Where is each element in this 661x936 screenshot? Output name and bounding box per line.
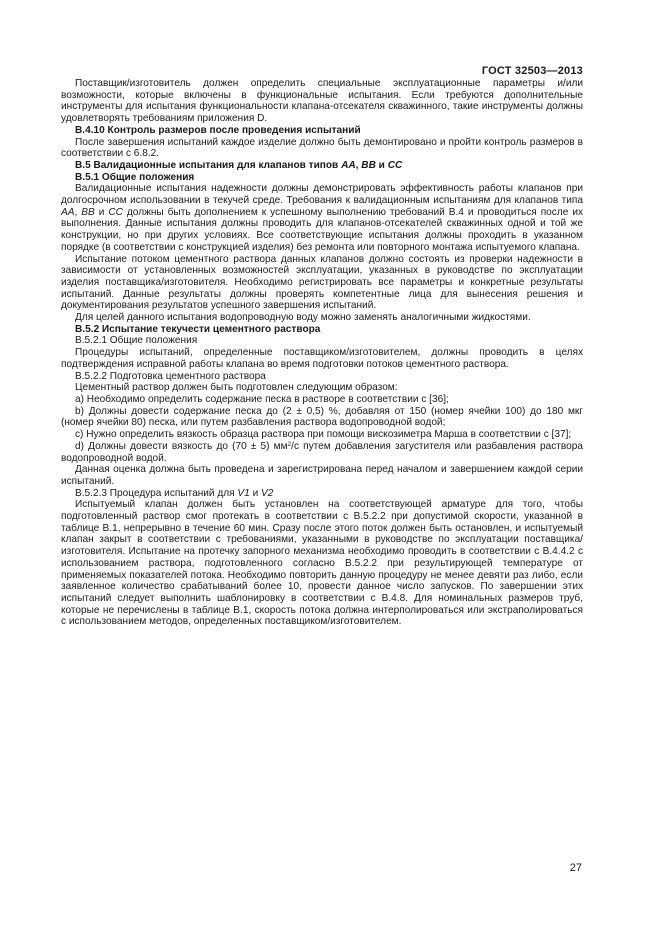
text-run: должны быть дополнением к успешному выполнению требований В.4 и проводиться после их выполнения. Данные испытания должны проводить для клапанов-отсекателей скважинных одной и той же конструкции, но при других условиях. Все соответствующие испытания должны проходить в указанном порядке (в соответствии с конструкцией изделия) без ремонта или повторного монтажа испытуемого клапана.	[61, 206, 584, 253]
paragraph: После завершения испытаний каждое изделие должно быть демонтировано и пройти контроль размеров в соответствии с 6.8.2.	[61, 136, 583, 160]
paragraph: Данная оценка должна быть проведена и зарегистрирована перед началом и завершением каждой серии испытаний.	[61, 464, 583, 487]
paragraph: Испытание потоком цементного раствора данных клапанов должно состоять из проверки надежности в зависимости от установленных возможностей эксплуатации, указанных в руководстве по эксплуатации изделия поставщика/изготовителя. Необходимо регистрировать все параметры и конкретные результаты испытаний. Данные результаты должны проверять компетентные лица для вынесения решения и документирования результатов успешного завершения испытаний.	[61, 253, 583, 312]
text-run: d) Должны довести вязкость до (70 ± 5) мм	[75, 440, 288, 452]
paragraph: Испытуемый клапан должен быть установлен на соответствующей арматуре для того, чтобы подготовленный раствор смог протекать в соответствии с В.5.2.2 при допустимой скорости, указанной в таблице В.1, непрерывно в течение 60 мин. Сразу после этого поток должен быть остановлен, и испытуемый клапан закрыт в соответствии с требованиями, указанными в руководстве по эксплуатации поставщика/изготовителя. Испытание на протечку запорного механизма необходимо проводить в соответствии с В.4.4.2 с использованием раствора, подготовленного согласно В.5.2.2 при результирующей температуре от применяемых показателей потока. Необходимо повторить данную процедуру не менее девяти раз либо, если заявленное количество срабатываний более 10, провести данное число запусков. По завершении этих испытаний следует выполнить шаблонировку в соответствии с В.4.8. Для номинальных размеров труб, которые не перечислены в таблице В.1, скорость потока должна интерполироваться или экстраполироваться с использованием методов, определенных поставщиком/изготовителем.	[61, 499, 583, 628]
text-run: Валидационные испытания надежности должны демонстрировать эффективность работы клапанов при долгосрочном использовании в текучей среде. Требования к валидационным испытаниям для клапанов типа	[61, 183, 583, 207]
conjunction: и	[375, 159, 388, 171]
v2-grade: V2	[261, 487, 274, 499]
text-run: /с путем добавления загустителя или разбавления раствора водопроводной водой.	[61, 440, 584, 464]
section-heading-b5-1: В.5.1 Общие положения	[75, 171, 195, 183]
type-cc: СС	[387, 159, 403, 171]
section-heading-b4-10: В.4.10 Контроль размеров после проведения испытаний	[75, 124, 361, 136]
paragraph: Процедуры испытаний, определенные поставщиком/изготовителем, должны проводить в целях подтверждения исправной работы клапана во время подготовки потоков цементного раствора.	[61, 347, 583, 370]
list-item-d	[61, 441, 583, 464]
paragraph: Для целей данного испытания водопроводную воду можно заменять аналогичными жидкостями.	[75, 312, 531, 324]
subsection-heading-b5-2-2: В.5.2.2 Подготовка цементного раствора	[75, 370, 266, 382]
separator: ,	[355, 159, 362, 171]
heading-text: В.5 Валидационные испытания для клапанов типов	[75, 159, 342, 171]
list-item-b: b) Должны довести содержание песка до (2 ± 0,5) %, добавляя от 150 (номер ячейки 100) до 180 мкг (номер ячейки 80) песка, или путем разбавления раствора водопроводной водой;	[61, 405, 583, 429]
type-bb: ВВ	[361, 159, 376, 171]
type-aa: АА	[61, 206, 75, 218]
paragraph: Поставщик/изготовитель должен определить специальные эксплуатационные параметры и/или возможности, которые включены в функциональные испытания. Если требуются дополнительные инструменты для испытания функциональности клапана-отсекателя скважинного, такие инструменты должны удовлетворять требованиям приложения D.	[61, 78, 583, 125]
subsection-heading-b5-2-1: В.5.2.1 Общие положения	[75, 335, 198, 347]
page-number: 27	[569, 862, 582, 874]
v1-grade: V1	[237, 487, 250, 499]
paragraph: Цементный раствор должен быть подготовлен следующим образом:	[75, 382, 398, 394]
text-run: В.5.2.3 Процедура испытаний для	[75, 487, 238, 499]
separator: ,	[74, 206, 82, 218]
type-bb: ВВ	[81, 206, 95, 218]
type-cc: СС	[108, 206, 123, 218]
conjunction: и	[249, 487, 262, 499]
paragraph	[61, 183, 583, 253]
list-item-c: c) Нужно определить вязкость образца раствора при помощи вискозиметра Марша в соответствии с [37];	[75, 429, 572, 441]
section-heading-b5-2: В.5.2 Испытание текучести цементного раствора	[75, 323, 321, 335]
section-heading-b5	[61, 160, 583, 172]
document-code: ГОСТ 32503—2013	[481, 65, 583, 77]
conjunction: и	[94, 206, 109, 218]
superscript: 2	[287, 440, 292, 448]
list-item-a: а) Необходимо определить содержание песка в растворе в соответствии с [36];	[75, 393, 449, 405]
type-aa: АА	[341, 159, 356, 171]
subsection-heading-b5-2-3	[61, 488, 583, 500]
page-content	[61, 78, 583, 628]
